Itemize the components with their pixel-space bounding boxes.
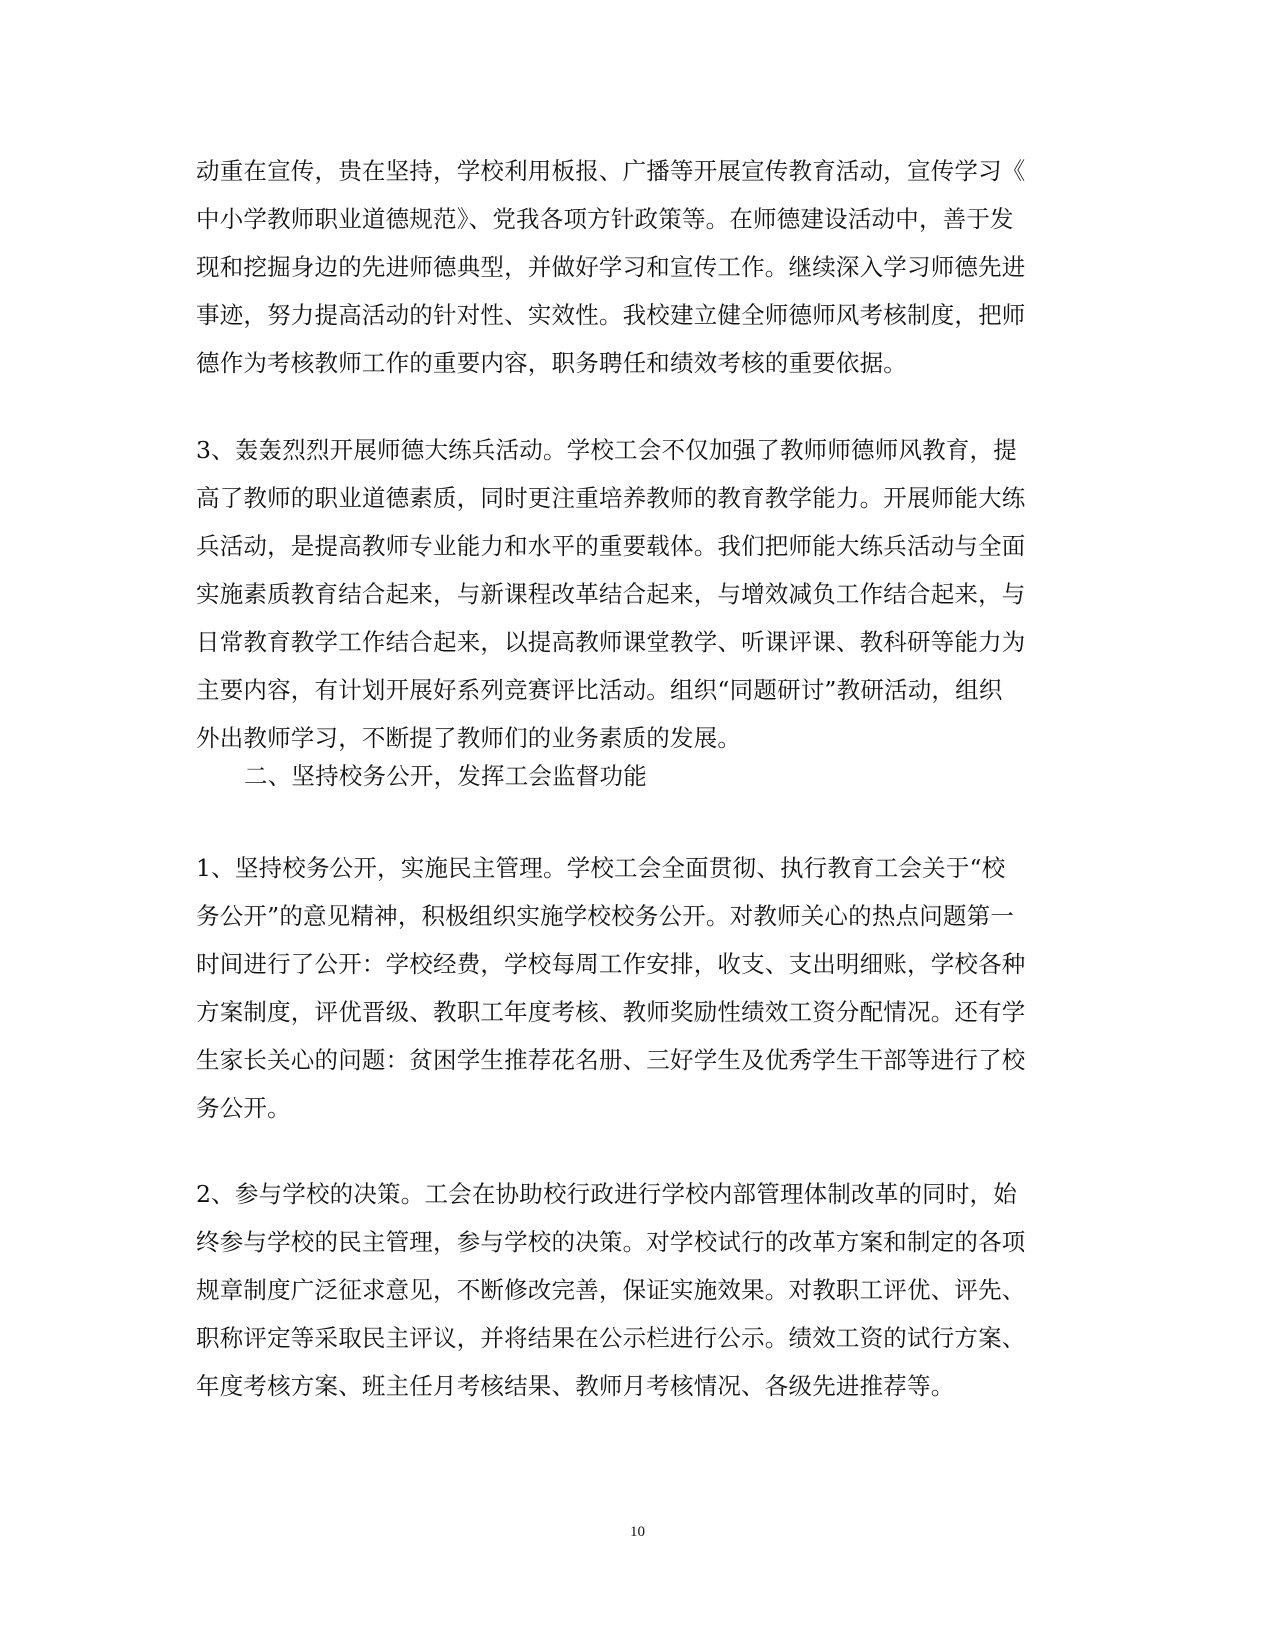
text-line: 主要内容，有计划开展好系列竞赛评比活动。组织“同题研讨”教研活动，组织 — [196, 676, 1003, 704]
text-line: 德作为考核教师工作的重要内容，职务聘任和绩效考核的重要依据。 — [196, 349, 907, 377]
text-line: 时间进行了公开：学校经费，学校每周工作安排，收支、支出明细账，学校各种 — [196, 950, 1026, 978]
text-line: 务公开。 — [196, 1094, 291, 1122]
text-line: 终参与学校的民主管理，参与学校的决策。对学校试行的改革方案和制定的各项 — [196, 1228, 1026, 1256]
text-line: 规章制度广泛征求意见，不断修改完善，保证实施效果。对教职工评优、评先、 — [196, 1276, 1026, 1304]
text-line: 职称评定等采取民主评议，并将结果在公示栏进行公示。绩效工资的试行方案、 — [196, 1324, 1026, 1352]
page-number: 10 — [630, 1524, 645, 1540]
text-line: 方案制度，评优晋级、教职工年度考核、教师奖励性绩效工资分配情况。还有学 — [196, 998, 1026, 1026]
text-line: 高了教师的职业道德素质，同时更注重培养教师的教育教学能力。开展师能大练 — [196, 484, 1026, 512]
text-line: 生家长关心的问题：贫困学生推荐花名册、三好学生及优秀学生干部等进行了校 — [196, 1046, 1026, 1074]
text-line: 日常教育教学工作结合起来，以提高教师课堂教学、听课评课、教科研等能力为 — [196, 628, 1026, 656]
text-line: 1、坚持校务公开，实施民主管理。学校工会全面贯彻、执行教育工会关于“校 — [196, 854, 1006, 882]
text-line: 2、参与学校的决策。工会在协助校行政进行学校内部管理体制改革的同时，始 — [196, 1180, 1017, 1208]
paragraph-teacher-ethics-promotion — [196, 147, 1080, 387]
text-line: 动重在宣传，贵在坚持，学校利用板报、广播等开展宣传教育活动，宣传学习《 — [196, 157, 1026, 185]
text-line: 3、轰轰烈烈开展师德大练兵活动。学校工会不仅加强了教师师德师风教育，提 — [196, 436, 1017, 464]
text-line: 外出教师学习，不断提了教师们的业务素质的发展。 — [196, 724, 742, 752]
text-line: 实施素质教育结合起来，与新课程改革结合起来，与增效减负工作结合起来，与 — [196, 580, 1026, 608]
section-heading-2 — [196, 752, 1080, 800]
text-line: 事迹，努力提高活动的针对性、实效性。我校建立健全师德师风考核制度，把师 — [196, 301, 1026, 329]
paragraph-item-2-decision-making — [196, 1170, 1080, 1410]
text-line: 现和挖掘身边的先进师德典型，并做好学习和宣传工作。继续深入学习师德先进 — [196, 253, 1026, 281]
paragraph-item-3-teacher-training — [196, 426, 1080, 762]
text-line: 年度考核方案、班主任月考核结果、教师月考核情况、各级先进推荐等。 — [196, 1372, 955, 1400]
text-line: 务公开”的意见精神，积极组织实施学校校务公开。对教师关心的热点问题第一 — [196, 902, 1015, 930]
section-heading: 二、坚持校务公开，发挥工会监督功能 — [244, 762, 647, 790]
paragraph-item-1-school-affairs — [196, 844, 1080, 1132]
text-line: 中小学教师职业道德规范》、党我各项方针政策等。在师德建设活动中，善于发 — [196, 205, 1014, 233]
text-line: 兵活动，是提高教师专业能力和水平的重要载体。我们把师能大练兵活动与全面 — [196, 532, 1026, 560]
